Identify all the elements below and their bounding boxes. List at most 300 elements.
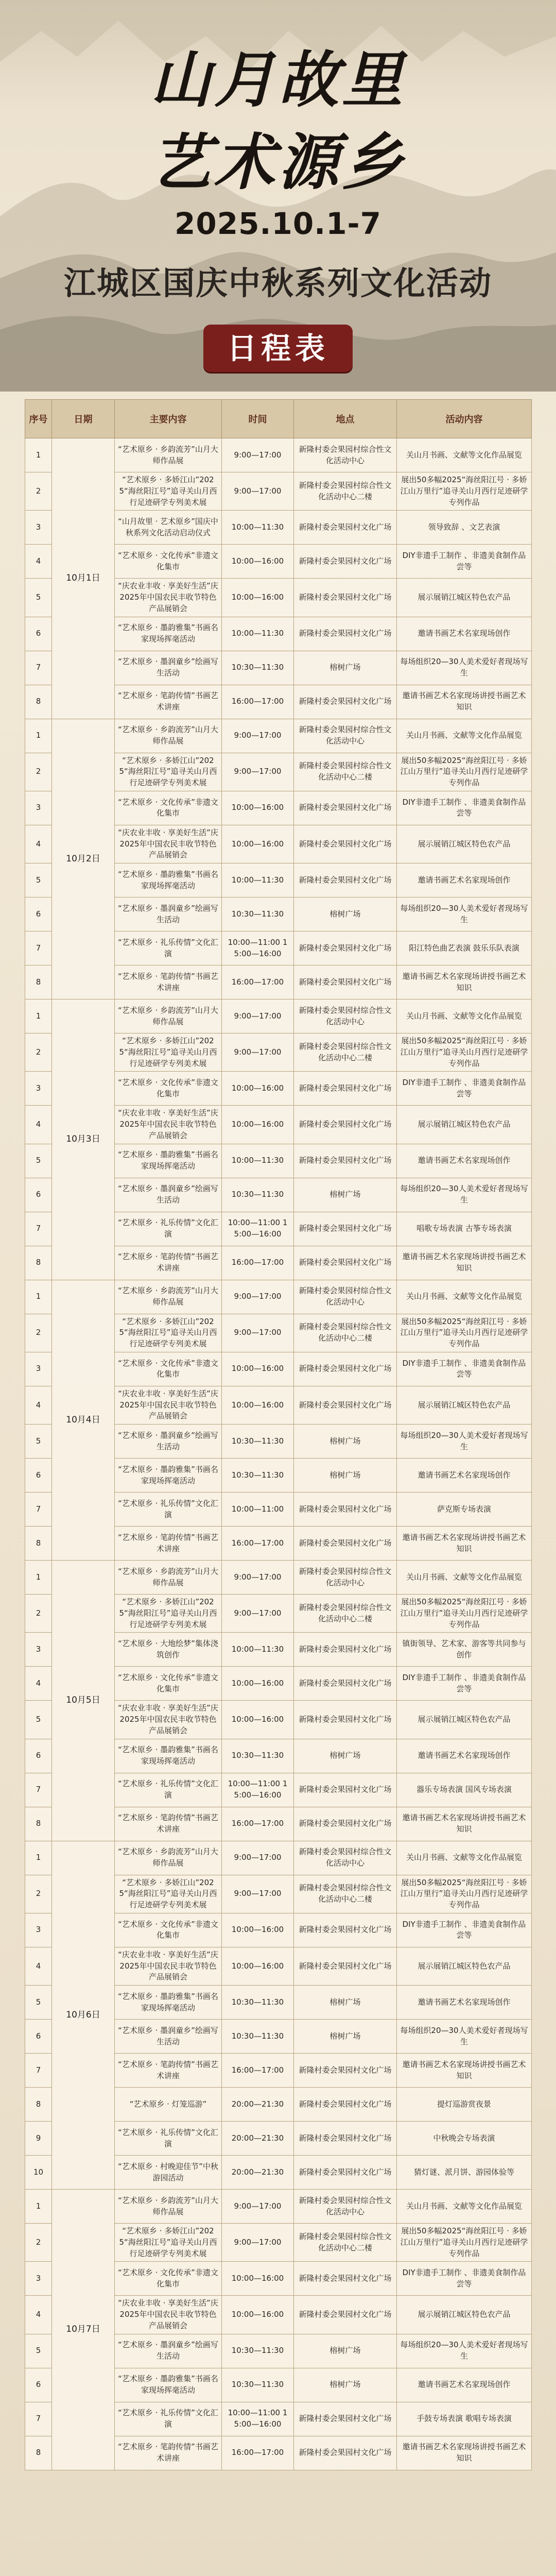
schedule-table-body: [25, 438, 532, 2470]
cell-location: 新隆村委会果园村文化广场: [294, 685, 397, 719]
cell-content: “艺术原乡 · 墨韵雅集”书画名家现场挥毫活动: [115, 1739, 222, 1773]
cell-location: 榕树广场: [294, 897, 397, 931]
cell-location: 新隆村委会果园村文化广场: [294, 2054, 397, 2088]
cell-content: “艺术原乡 · 乡韵流芳”山月大师作品展: [115, 999, 222, 1033]
cell-content: “艺术原乡 · 墨润童乡”绘画写生活动: [115, 651, 222, 685]
cell-activity: 邀请书画艺术名家现场讲授书画艺术知识: [397, 1246, 532, 1280]
cell-index: 2: [25, 472, 52, 511]
cell-index: 7: [25, 1773, 52, 1807]
cell-location: 榕树广场: [294, 1425, 397, 1459]
cell-activity: 邀请书画艺术名家现场创作: [397, 2368, 532, 2402]
cell-activity: 展出50多幅2025“海丝阳江号 · 多娇江山万里行”追寻关山月西行足迹研学专列作品: [397, 1033, 532, 1072]
cell-time: 10:00—11:00 15:00—16:00: [222, 1773, 294, 1807]
cell-time: 10:00—16:00: [222, 1072, 294, 1106]
cell-index: 6: [25, 1459, 52, 1493]
cell-location: 新隆村委会果园村文化广场: [294, 863, 397, 897]
cell-location: 新隆村委会果园村综合性文化活动中心: [294, 1561, 397, 1595]
cell-index: 6: [25, 2020, 52, 2054]
cell-activity: 展示展销江城区特色农产品: [397, 1106, 532, 1144]
cell-content: “艺术原乡 · 墨韵雅集”书画名家现场挥毫活动: [115, 617, 222, 651]
cell-content: “庆农业丰收 · 享美好生活”庆2025年中国农民丰收节特色产品展销会: [115, 579, 222, 617]
cell-index: 7: [25, 651, 52, 685]
cell-activity: 邀请书画艺术名家现场创作: [397, 863, 532, 897]
cell-activity: 关山月书画、文献等文化作品展览: [397, 719, 532, 753]
cell-location: 新隆村委会果园村综合性文化活动中心二楼: [294, 1595, 397, 1633]
cell-time: 16:00—17:00: [222, 1527, 294, 1561]
cell-content: “艺术原乡 · 墨韵雅集”书画名家现场挥毫活动: [115, 863, 222, 897]
cell-time: 9:00—17:00: [222, 1561, 294, 1595]
cell-index: 5: [25, 863, 52, 897]
cell-index: 6: [25, 897, 52, 931]
cell-content: “艺术原乡 · 乡韵流芳”山月大师作品展: [115, 438, 222, 472]
cell-index: 4: [25, 1106, 52, 1144]
cell-time: 10:00—16:00: [222, 825, 294, 863]
cell-activity: 关山月书画、文献等文化作品展览: [397, 1280, 532, 1314]
cell-content: “艺术原乡 · 多娇江山”2025“海丝阳江号”追寻关山月西行足迹研学专列美术展: [115, 753, 222, 791]
cell-location: 新隆村委会果园村文化广场: [294, 1246, 397, 1280]
cell-index: 5: [25, 2334, 52, 2368]
cell-index: 1: [25, 719, 52, 753]
cell-index: 4: [25, 1947, 52, 1985]
cell-time: 10:30—11:30: [222, 2334, 294, 2368]
cell-location: 新隆村委会果园村文化广场: [294, 1106, 397, 1144]
cell-content: “山月故里 · 艺术原乡”国庆中秋系列文化活动启动仪式: [115, 511, 222, 545]
table-row: [25, 438, 532, 472]
cell-index: 1: [25, 438, 52, 472]
cell-activity: 每场组织20—30人美术爱好者现场写生: [397, 1425, 532, 1459]
cell-location: 新隆村委会果园村文化广场: [294, 2122, 397, 2156]
cell-index: 6: [25, 2368, 52, 2402]
cell-activity: 邀请书画艺术名家现场讲授书画艺术知识: [397, 1527, 532, 1561]
cell-location: 新隆村委会果园村文化广场: [294, 545, 397, 579]
cell-location: 新隆村委会果园村综合性文化活动中心二楼: [294, 472, 397, 511]
cell-time: 10:00—16:00: [222, 1947, 294, 1985]
cell-index: 1: [25, 999, 52, 1033]
cell-time: 10:30—11:30: [222, 1986, 294, 2020]
cell-time: 16:00—17:00: [222, 685, 294, 719]
cell-activity: 邀请书画艺术名家现场讲授书画艺术知识: [397, 685, 532, 719]
cell-index: 8: [25, 2436, 52, 2470]
cell-activity: 展示展销江城区特色农产品: [397, 825, 532, 863]
cell-time: 10:30—11:30: [222, 2020, 294, 2054]
cell-activity: 每场组织20—30人美术爱好者现场写生: [397, 2334, 532, 2368]
cell-location: 新隆村委会果园村综合性文化活动中心二楼: [294, 1314, 397, 1352]
cell-time: 10:00—16:00: [222, 1667, 294, 1701]
cell-time: 10:00—16:00: [222, 2296, 294, 2334]
cell-date: 10月5日: [52, 1561, 115, 1841]
cell-index: 7: [25, 2054, 52, 2088]
cell-time: 10:30—11:30: [222, 1739, 294, 1773]
cell-index: 8: [25, 1246, 52, 1280]
cell-activity: 每场组织20—30人美术爱好者现场写生: [397, 2020, 532, 2054]
cell-content: “庆农业丰收 · 享美好生活”庆2025年中国农民丰收节特色产品展销会: [115, 1106, 222, 1144]
cell-content: “艺术原乡 · 乡韵流芳”山月大师作品展: [115, 1280, 222, 1314]
cell-content: “艺术原乡 · 多娇江山”2025“海丝阳江号”追寻关山月西行足迹研学专列美术展: [115, 1033, 222, 1072]
cell-time: 10:00—11:30: [222, 863, 294, 897]
cell-time: 10:30—11:30: [222, 1459, 294, 1493]
cell-index: 8: [25, 2088, 52, 2122]
cell-index: 1: [25, 1561, 52, 1595]
cell-location: 新隆村委会果园村综合性文化活动中心: [294, 1841, 397, 1875]
cell-activity: 展出50多幅2025“海丝阳江号 · 多娇江山万里行”追寻关山月西行足迹研学专列作品: [397, 472, 532, 511]
cell-location: 新隆村委会果园村文化广场: [294, 1527, 397, 1561]
table-row: [25, 719, 532, 753]
cell-activity: 展出50多幅2025“海丝阳江号 · 多娇江山万里行”追寻关山月西行足迹研学专列作品: [397, 1595, 532, 1633]
cell-content: “艺术原乡 · 礼乐传情”文化汇演: [115, 1773, 222, 1807]
cell-activity: 邀请书画艺术名家现场创作: [397, 1459, 532, 1493]
cell-activity: 邀请书画艺术名家现场创作: [397, 1739, 532, 1773]
header-location: 地点: [294, 400, 397, 438]
cell-index: 2: [25, 1314, 52, 1352]
cell-content: “艺术原乡 · 乡韵流芳”山月大师作品展: [115, 1561, 222, 1595]
cell-activity: DIY非遗手工制作 、非遗美食制作品尝等: [397, 1072, 532, 1106]
cell-index: 5: [25, 1986, 52, 2020]
cell-location: 榕树广场: [294, 2334, 397, 2368]
cell-time: 10:00—11:30: [222, 1144, 294, 1178]
cell-activity: 器乐专场表演 国风专场表演: [397, 1773, 532, 1807]
cell-time: 16:00—17:00: [222, 965, 294, 999]
cell-content: “艺术原乡 · 笔韵传情”书画艺术讲座: [115, 685, 222, 719]
cell-content: “艺术原乡 · 笔韵传情”书画艺术讲座: [115, 2054, 222, 2088]
cell-index: 8: [25, 685, 52, 719]
cell-index: 1: [25, 1280, 52, 1314]
header-time: 时间: [222, 400, 294, 438]
cell-location: 新隆村委会果园村文化广场: [294, 511, 397, 545]
cell-time: 10:30—11:30: [222, 2368, 294, 2402]
cell-time: 10:00—11:30: [222, 1633, 294, 1667]
cell-time: 10:00—16:00: [222, 1352, 294, 1386]
cell-location: 新隆村委会果园村文化广场: [294, 1667, 397, 1701]
header-index: 序号: [25, 400, 52, 438]
cell-location: 新隆村委会果园村文化广场: [294, 579, 397, 617]
cell-content: “庆农业丰收 · 享美好生活”庆2025年中国农民丰收节特色产品展销会: [115, 1386, 222, 1424]
cell-index: 5: [25, 579, 52, 617]
cell-index: 3: [25, 1352, 52, 1386]
cell-location: 新隆村委会果园村综合性文化活动中心: [294, 438, 397, 472]
cell-content: “艺术原乡 · 灯笼巡游”: [115, 2088, 222, 2122]
cell-location: 新隆村委会果园村文化广场: [294, 1212, 397, 1246]
cell-activity: 展示展销江城区特色农产品: [397, 1386, 532, 1424]
cell-index: 3: [25, 2262, 52, 2296]
cell-location: 新隆村委会果园村文化广场: [294, 1633, 397, 1667]
cell-time: 10:00—16:00: [222, 1106, 294, 1144]
cell-location: 新隆村委会果园村文化广场: [294, 1773, 397, 1807]
cell-index: 5: [25, 1144, 52, 1178]
cell-index: 5: [25, 1425, 52, 1459]
cell-time: 9:00—17:00: [222, 753, 294, 791]
cell-location: 新隆村委会果园村文化广场: [294, 1807, 397, 1841]
cell-index: 1: [25, 1841, 52, 1875]
cell-content: “艺术原乡 · 乡韵流芳”山月大师作品展: [115, 719, 222, 753]
cell-location: 新隆村委会果园村综合性文化活动中心二楼: [294, 753, 397, 791]
cell-content: “艺术原乡 · 礼乐传情”文化汇演: [115, 1212, 222, 1246]
cell-location: 新隆村委会果园村综合性文化活动中心二楼: [294, 2224, 397, 2262]
cell-content: “艺术原乡 · 笔韵传情”书画艺术讲座: [115, 2436, 222, 2470]
cell-content: “庆农业丰收 · 享美好生活”庆2025年中国农民丰收节特色产品展销会: [115, 1701, 222, 1739]
cell-time: 9:00—17:00: [222, 1314, 294, 1352]
cell-content: “艺术原乡 · 笔韵传情”书画艺术讲座: [115, 1807, 222, 1841]
cell-content: “艺术原乡 · 多娇江山”2025“海丝阳江号”追寻关山月西行足迹研学专列美术展: [115, 472, 222, 511]
cell-activity: 每场组织20—30人美术爱好者现场写生: [397, 651, 532, 685]
cell-location: 榕树广场: [294, 651, 397, 685]
cell-content: “艺术原乡 · 文化传承”非遗文化集市: [115, 1352, 222, 1386]
cell-time: 9:00—17:00: [222, 999, 294, 1033]
cell-content: “艺术原乡 · 文化传承”非遗文化集市: [115, 1667, 222, 1701]
cell-location: 新隆村委会果园村文化广场: [294, 1913, 397, 1947]
cell-time: 9:00—17:00: [222, 1280, 294, 1314]
cell-time: 10:00—16:00: [222, 1701, 294, 1739]
cell-date: 10月4日: [52, 1280, 115, 1561]
cell-activity: DIY非遗手工制作 、非遗美食制作品尝等: [397, 1913, 532, 1947]
cell-content: “艺术原乡 · 笔韵传情”书画艺术讲座: [115, 1246, 222, 1280]
cell-time: 10:00—11:30: [222, 617, 294, 651]
cell-index: 4: [25, 825, 52, 863]
cell-location: 新隆村委会果园村文化广场: [294, 2296, 397, 2334]
cell-activity: 关山月书画、文献等文化作品展览: [397, 1561, 532, 1595]
cell-activity: 萨克斯专场表演: [397, 1493, 532, 1527]
cell-index: 6: [25, 1178, 52, 1212]
cell-time: 9:00—17:00: [222, 472, 294, 511]
cell-time: 9:00—17:00: [222, 1875, 294, 1913]
table-row: [25, 1280, 532, 1314]
cell-content: “艺术原乡 · 墨韵雅集”书画名家现场挥毫活动: [115, 1144, 222, 1178]
cell-location: 新隆村委会果园村文化广场: [294, 2436, 397, 2470]
cell-content: “艺术原乡 · 文化传承”非遗文化集市: [115, 545, 222, 579]
cell-location: 新隆村委会果园村文化广场: [294, 931, 397, 965]
cell-location: 新隆村委会果园村文化广场: [294, 617, 397, 651]
cell-content: “艺术原乡 · 礼乐传情”文化汇演: [115, 2402, 222, 2436]
cell-content: “艺术原乡 · 墨润童乡”绘画写生活动: [115, 2334, 222, 2368]
cell-location: 新隆村委会果园村文化广场: [294, 791, 397, 825]
table-row: [25, 1561, 532, 1595]
cell-location: 新隆村委会果园村文化广场: [294, 1072, 397, 1106]
cell-date: 10月2日: [52, 719, 115, 999]
cell-time: 16:00—17:00: [222, 2054, 294, 2088]
cell-activity: 唱歌专场表演 古筝专场表演: [397, 1212, 532, 1246]
cell-content: “艺术原乡 · 墨润童乡”绘画写生活动: [115, 2020, 222, 2054]
cell-location: 新隆村委会果园村综合性文化活动中心: [294, 2190, 397, 2224]
cell-content: “艺术原乡 · 文化传承”非遗文化集市: [115, 791, 222, 825]
cell-activity: 展示展销江城区特色农产品: [397, 2296, 532, 2334]
schedule-table: [25, 399, 532, 2470]
cell-location: 新隆村委会果园村文化广场: [294, 1144, 397, 1178]
cell-location: 榕树广场: [294, 2020, 397, 2054]
cell-time: 16:00—17:00: [222, 1807, 294, 1841]
cell-content: “艺术原乡 · 多娇江山”2025“海丝阳江号”追寻关山月西行足迹研学专列美术展: [115, 1595, 222, 1633]
cell-time: 9:00—17:00: [222, 2224, 294, 2262]
cell-location: 新隆村委会果园村综合性文化活动中心二楼: [294, 1875, 397, 1913]
cell-time: 10:00—11:00: [222, 1493, 294, 1527]
cell-location: 榕树广场: [294, 1739, 397, 1773]
cell-content: “艺术原乡 · 乡韵流芳”山月大师作品展: [115, 2190, 222, 2224]
cell-index: 4: [25, 2296, 52, 2334]
cell-location: 新隆村委会果园村文化广场: [294, 2156, 397, 2190]
cell-index: 8: [25, 965, 52, 999]
cell-content: “艺术原乡 · 墨韵雅集”书画名家现场挥毫活动: [115, 1459, 222, 1493]
cell-index: 7: [25, 2402, 52, 2436]
cell-index: 3: [25, 1913, 52, 1947]
cell-location: 新隆村委会果园村文化广场: [294, 1947, 397, 1985]
cell-time: 10:00—11:00 15:00—16:00: [222, 2402, 294, 2436]
cell-activity: 阳江特色曲艺表演 鼓乐乐队表演: [397, 931, 532, 965]
cell-location: 新隆村委会果园村综合性文化活动中心: [294, 719, 397, 753]
header-content: 主要内容: [115, 400, 222, 438]
cell-time: 20:00—21:30: [222, 2156, 294, 2190]
cell-time: 10:00—16:00: [222, 579, 294, 617]
header-date: 日期: [52, 400, 115, 438]
cell-time: 10:00—11:30: [222, 511, 294, 545]
cell-index: 1: [25, 2190, 52, 2224]
cell-time: 9:00—17:00: [222, 438, 294, 472]
cell-activity: 关山月书画、文献等文化作品展览: [397, 1841, 532, 1875]
cell-index: 10: [25, 2156, 52, 2190]
cell-activity: 展示展销江城区特色农产品: [397, 1701, 532, 1739]
cell-location: 新隆村委会果园村文化广场: [294, 1701, 397, 1739]
cell-content: “庆农业丰收 · 享美好生活”庆2025年中国农民丰收节特色产品展销会: [115, 825, 222, 863]
schedule-table-header: [25, 400, 532, 438]
cell-content: “艺术原乡 · 礼乐传情”文化汇演: [115, 2122, 222, 2156]
header-activity: 活动内容: [397, 400, 532, 438]
schedule-label-badge: 日程表: [203, 325, 353, 372]
cell-time: 10:00—16:00: [222, 1386, 294, 1424]
cell-date: 10月1日: [52, 438, 115, 719]
cell-activity: 展出50多幅2025“海丝阳江号 · 多娇江山万里行”追寻关山月西行足迹研学专列作品: [397, 753, 532, 791]
cell-index: 2: [25, 1875, 52, 1913]
event-subtitle: 江城区国庆中秋系列文化活动: [63, 264, 492, 302]
cell-time: 9:00—17:00: [222, 2190, 294, 2224]
cell-activity: 关山月书画、文献等文化作品展览: [397, 438, 532, 472]
cell-activity: DIY非遗手工制作 、非遗美食制作品尝等: [397, 791, 532, 825]
cell-activity: 邀请书画艺术名家现场创作: [397, 1986, 532, 2020]
cell-activity: 每场组织20—30人美术爱好者现场写生: [397, 1178, 532, 1212]
cell-location: 新隆村委会果园村文化广场: [294, 2262, 397, 2296]
cell-content: “艺术原乡 · 墨韵雅集”书画名家现场挥毫活动: [115, 1986, 222, 2020]
cell-activity: 展示展销江城区特色农产品: [397, 579, 532, 617]
cell-content: “庆农业丰收 · 享美好生活”庆2025年中国农民丰收节特色产品展销会: [115, 2296, 222, 2334]
cell-content: “艺术原乡 · 文化传承”非遗文化集市: [115, 1072, 222, 1106]
cell-time: 10:00—11:00 15:00—16:00: [222, 1212, 294, 1246]
cell-location: 新隆村委会果园村文化广场: [294, 1493, 397, 1527]
cell-index: 7: [25, 1493, 52, 1527]
cell-activity: DIY非遗手工制作 、非遗美食制作品尝等: [397, 545, 532, 579]
cell-time: 10:00—16:00: [222, 1913, 294, 1947]
cell-location: 新隆村委会果园村文化广场: [294, 2402, 397, 2436]
cell-content: “艺术原乡 · 文化传承”非遗文化集市: [115, 1913, 222, 1947]
cell-index: 9: [25, 2122, 52, 2156]
cell-activity: 邀请书画艺术名家现场讲授书画艺术知识: [397, 1807, 532, 1841]
cell-index: 4: [25, 545, 52, 579]
cell-index: 4: [25, 1386, 52, 1424]
cell-content: “艺术原乡 · 笔韵传情”书画艺术讲座: [115, 1527, 222, 1561]
cell-index: 3: [25, 511, 52, 545]
cell-date: 10月7日: [52, 2190, 115, 2470]
event-date: 2025.10.1-7: [175, 206, 381, 241]
cell-index: 6: [25, 1739, 52, 1773]
cell-location: 榕树广场: [294, 1178, 397, 1212]
cell-location: 新隆村委会果园村文化广场: [294, 1386, 397, 1424]
cell-location: 榕树广场: [294, 1459, 397, 1493]
cell-location: 新隆村委会果园村综合性文化活动中心: [294, 1280, 397, 1314]
cell-location: 榕树广场: [294, 2368, 397, 2402]
cell-time: 9:00—17:00: [222, 1033, 294, 1072]
cell-index: 8: [25, 1527, 52, 1561]
cell-index: 3: [25, 1072, 52, 1106]
cell-time: 9:00—17:00: [222, 1595, 294, 1633]
cell-date: 10月6日: [52, 1841, 115, 2190]
cell-content: “艺术原乡 · 笔韵传情”书画艺术讲座: [115, 965, 222, 999]
cell-activity: 邀请书画艺术名家现场讲授书画艺术知识: [397, 2436, 532, 2470]
cell-index: 5: [25, 1701, 52, 1739]
cell-location: 新隆村委会果园村综合性文化活动中心二楼: [294, 1033, 397, 1072]
cell-content: “艺术原乡 · 多娇江山”2025“海丝阳江号”追寻关山月西行足迹研学专列美术展: [115, 1875, 222, 1913]
cell-activity: 邀请书画艺术名家现场创作: [397, 1144, 532, 1178]
cell-time: 16:00—17:00: [222, 1246, 294, 1280]
table-row: [25, 2190, 532, 2224]
cell-time: 9:00—17:00: [222, 719, 294, 753]
cell-index: 2: [25, 753, 52, 791]
cell-time: 10:00—11:00 15:00—16:00: [222, 931, 294, 965]
cell-index: 2: [25, 1033, 52, 1072]
cell-time: 10:00—16:00: [222, 2262, 294, 2296]
cell-index: 3: [25, 1633, 52, 1667]
cell-activity: DIY非遗手工制作 、非遗美食制作品尝等: [397, 1352, 532, 1386]
cell-activity: DIY非遗手工制作 、非遗美食制作品尝等: [397, 1667, 532, 1701]
cell-index: 7: [25, 931, 52, 965]
cell-content: “艺术原乡 · 礼乐传情”文化汇演: [115, 931, 222, 965]
cell-content: “庆农业丰收 · 享美好生活”庆2025年中国农民丰收节特色产品展销会: [115, 1947, 222, 1985]
cell-content: “艺术原乡 · 墨润童乡”绘画写生活动: [115, 1178, 222, 1212]
cell-index: 6: [25, 617, 52, 651]
cell-time: 10:30—11:30: [222, 897, 294, 931]
cell-time: 10:00—16:00: [222, 545, 294, 579]
cell-content: “艺术原乡 · 村晚迎佳节”中秋游园活动: [115, 2156, 222, 2190]
cell-time: 10:30—11:30: [222, 1178, 294, 1212]
cell-content: “艺术原乡 · 文化传承”非遗文化集市: [115, 2262, 222, 2296]
cell-content: “艺术原乡 · 多娇江山”2025“海丝阳江号”追寻关山月西行足迹研学专列美术展: [115, 1314, 222, 1352]
cell-location: 新隆村委会果园村文化广场: [294, 825, 397, 863]
cell-activity: 猜灯谜、派月饼、游园体验等: [397, 2156, 532, 2190]
cell-date: 10月3日: [52, 999, 115, 1280]
table-row: [25, 999, 532, 1033]
cell-time: 10:00—16:00: [222, 791, 294, 825]
cell-content: “艺术原乡 · 多娇江山”2025“海丝阳江号”追寻关山月西行足迹研学专列美术展: [115, 2224, 222, 2262]
cell-activity: 中秋晚会专场表演: [397, 2122, 532, 2156]
cell-index: 3: [25, 791, 52, 825]
cell-activity: 关山月书画、文献等文化作品展览: [397, 2190, 532, 2224]
table-row: [25, 1841, 532, 1875]
cell-activity: 展出50多幅2025“海丝阳江号 · 多娇江山万里行”追寻关山月西行足迹研学专列作品: [397, 1314, 532, 1352]
cell-location: 新隆村委会果园村文化广场: [294, 965, 397, 999]
cell-content: “艺术原乡 · 大地绘梦”集体浇筑创作: [115, 1633, 222, 1667]
title-line-2: 艺术源乡: [150, 126, 406, 198]
cell-index: 2: [25, 1595, 52, 1633]
cell-content: “艺术原乡 · 墨润童乡”绘画写生活动: [115, 1425, 222, 1459]
cell-content: “艺术原乡 · 墨韵雅集”书画名家现场挥毫活动: [115, 2368, 222, 2402]
cell-content: “艺术原乡 · 墨润童乡”绘画写生活动: [115, 897, 222, 931]
cell-activity: 手鼓专场表演 歌唱专场表演: [397, 2402, 532, 2436]
cell-activity: 展出50多幅2025“海丝阳江号 · 多娇江山万里行”追寻关山月西行足迹研学专列作品: [397, 1875, 532, 1913]
cell-activity: DIY非遗手工制作 、非遗美食制作品尝等: [397, 2262, 532, 2296]
cell-time: 20:00—21:30: [222, 2088, 294, 2122]
cell-location: 新隆村委会果园村文化广场: [294, 1352, 397, 1386]
title-line-1: 山月故里: [150, 44, 406, 115]
cell-activity: 提灯巡游赏夜景: [397, 2088, 532, 2122]
cell-time: 16:00—17:00: [222, 2436, 294, 2470]
cell-time: 9:00—17:00: [222, 1841, 294, 1875]
cell-location: 新隆村委会果园村文化广场: [294, 2088, 397, 2122]
cell-activity: 邀请书画艺术名家现场讲授书画艺术知识: [397, 2054, 532, 2088]
cell-index: 7: [25, 1212, 52, 1246]
